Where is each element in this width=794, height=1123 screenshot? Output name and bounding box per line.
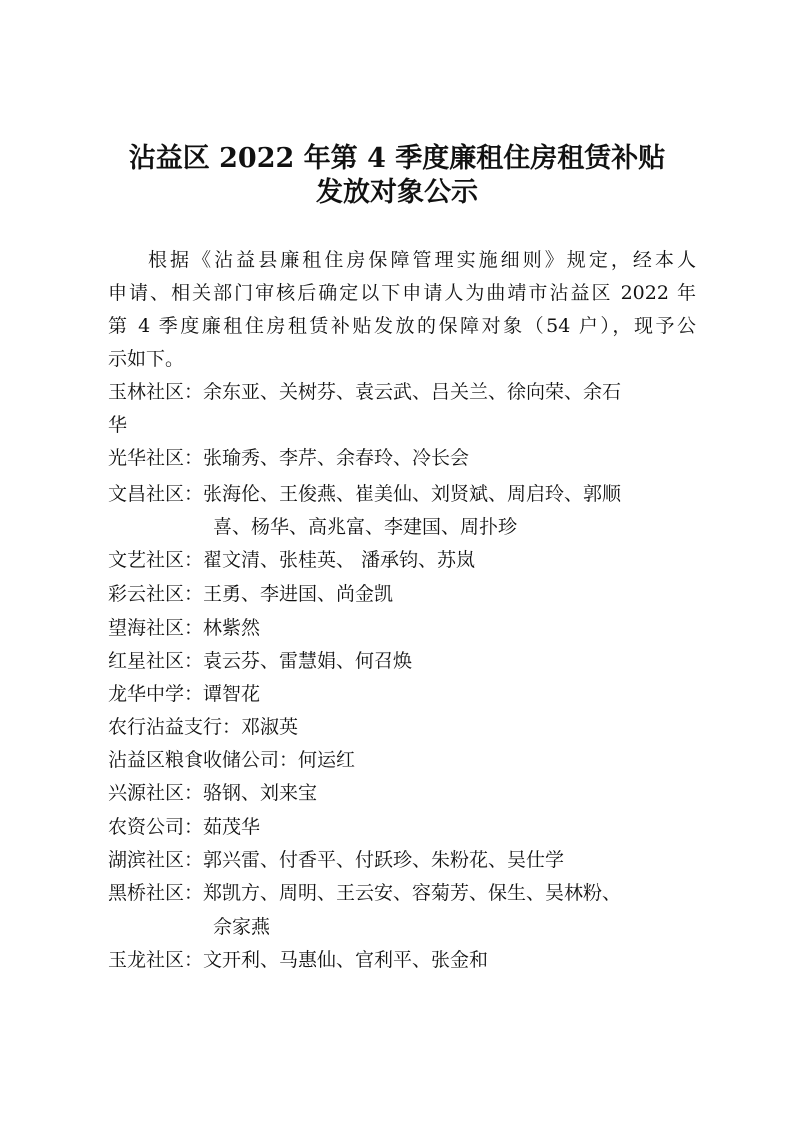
entry-names: 王勇、李进国、尚金凯 <box>203 583 394 605</box>
list-item <box>108 877 621 909</box>
entry-label: 湖滨社区： <box>108 849 204 871</box>
entry-label: 龙华中学： <box>108 683 204 705</box>
list-item <box>108 678 260 710</box>
list-item <box>108 578 393 610</box>
list-item <box>108 811 260 843</box>
entry-names: 谭智花 <box>203 683 261 705</box>
list-item <box>108 442 469 474</box>
entry-names: 郑凯方、周明、王云安、容菊芳、保生、吴林粉、 <box>203 882 622 904</box>
entry-continuation: 佘家燕 <box>213 916 271 938</box>
entry-label: 红星社区： <box>108 650 204 672</box>
entry-names: 文开利、马惠仙、官利平、张金和 <box>203 949 489 971</box>
document-title-line-1: 沾益区 2022 年第 4 季度廉租住房租赁补贴 <box>128 143 666 174</box>
intro-line-4: 示如下。 <box>108 348 185 370</box>
entry-label: 光华社区： <box>108 447 204 469</box>
list-item <box>108 777 317 809</box>
entry-continuation: 喜、杨华、高兆富、李建国、周扑珍 <box>213 516 518 538</box>
list-item <box>108 711 298 743</box>
entry-label: 兴源社区： <box>108 782 204 804</box>
intro-line-1: 根据《沾益县廉租住房保障管理实施细则》规定，经本人 <box>148 249 696 271</box>
entry-names: 邓淑英 <box>241 716 299 738</box>
list-item <box>108 544 475 576</box>
entry-names: 翟文清、张桂英、 潘承钧、苏岚 <box>203 549 476 571</box>
entry-names: 余东亚、关树芬、袁云武、吕关兰、徐向荣、余石 <box>203 381 622 403</box>
list-item <box>108 645 412 677</box>
entry-names: 林紫然 <box>203 617 261 639</box>
entry-names: 张海伦、王俊燕、崔美仙、刘贤斌、周启玲、郭顺 <box>203 483 622 505</box>
entry-names: 郭兴雷、付香平、付跃珍、朱粉花、吴仕学 <box>203 849 565 871</box>
document-title-line-2: 发放对象公示 <box>316 177 478 208</box>
entry-label: 玉龙社区： <box>108 949 204 971</box>
entry-label: 农行沾益支行： <box>108 716 242 738</box>
entry-label: 沾益区粮食收储公司： <box>108 749 299 771</box>
entry-label: 望海社区： <box>108 617 204 639</box>
list-item <box>108 944 488 976</box>
entry-label: 农资公司： <box>108 816 204 838</box>
entry-names: 何运红 <box>298 749 356 771</box>
entry-label: 黑桥社区： <box>108 882 204 904</box>
list-item <box>108 744 355 776</box>
entry-label: 文艺社区： <box>108 549 204 571</box>
entry-names: 袁云芬、雷慧娟、何召焕 <box>203 650 413 672</box>
entry-names: 骆钢、刘来宝 <box>203 782 318 804</box>
list-item <box>108 612 260 644</box>
entry-label: 彩云社区： <box>108 583 204 605</box>
entry-names: 张瑜秀、李芹、余春玲、冷长会 <box>203 447 470 469</box>
list-item <box>108 478 621 510</box>
entry-continuation: 华 <box>108 414 128 436</box>
list-item <box>108 376 621 408</box>
list-item <box>108 844 564 876</box>
entry-label: 文昌社区： <box>108 483 204 505</box>
entry-names: 茹茂华 <box>203 816 261 838</box>
intro-line-2: 申请、相关部门审核后确定以下申请人为曲靖市沾益区 2022 年 <box>108 282 696 304</box>
intro-line-3: 第 4 季度廉租住房租赁补贴发放的保障对象（54 户），现予公 <box>108 315 696 337</box>
entry-label: 玉林社区： <box>108 381 204 403</box>
